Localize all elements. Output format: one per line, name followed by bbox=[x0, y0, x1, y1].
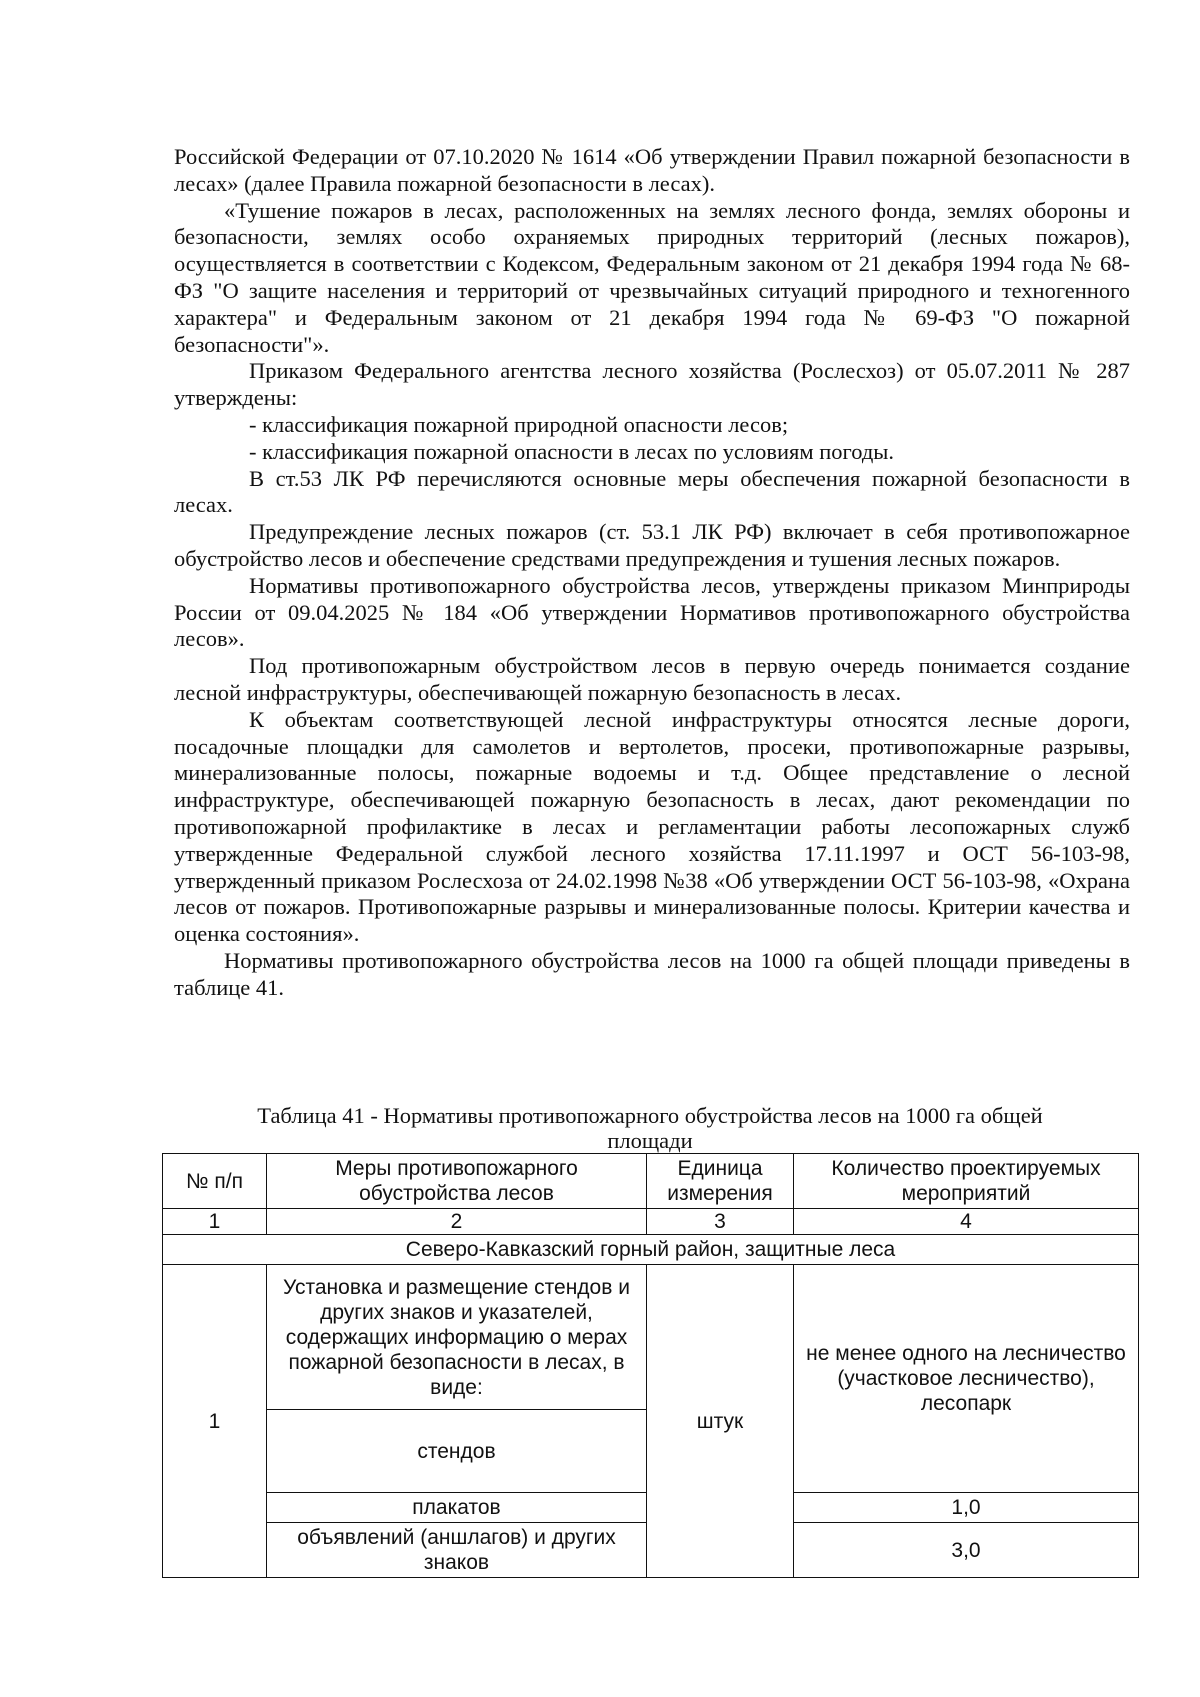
paragraph-article-53-1: Предупреждение лесных пожаров (ст. 53.1 ЛК РФ) включает в себя противопожарное обустройство лесов и обеспечение средствами предупреждения и тушения лесных пожаров. bbox=[174, 519, 1130, 571]
row-quantity: не менее одного на лесничество (участковое лесничество), лесопарк bbox=[794, 1265, 1139, 1493]
paragraph-table-reference: Нормативы противопожарного обустройства лесов на 1000 га общей площади приведены в таблице 41. bbox=[174, 947, 1130, 1000]
column-number-1: 1 bbox=[163, 1209, 267, 1235]
paragraph-rules-reference: Российской Федерации от 07.10.2020 № 1614 «Об утверждении Правил пожарной безопасности в лесах» (далее Правила пожарной безопасности в лесах). bbox=[174, 144, 1130, 196]
sub-item-announcements-quantity: 3,0 bbox=[794, 1523, 1139, 1578]
paragraph-fire-extinguishing-quote: «Тушение пожаров в лесах, расположенных на землях лесного фонда, землях обороны и безопасности, землях особо охраняемых природных территорий (лесных пожаров), осуществляется в соответствии с Кодексом, Федеральным законом от 21 декабря 1994 года № 68-ФЗ "О защите населения и территорий от чрезвычайных ситуаций природного и техногенного характера" и Федеральным законом от 21 декабря 1994 года № 69-ФЗ "О пожарной безопасности"». bbox=[174, 197, 1130, 357]
header-unit: Единица измерения bbox=[647, 1154, 794, 1209]
table-row bbox=[163, 1265, 1139, 1410]
section-row bbox=[163, 1235, 1139, 1265]
column-number-2: 2 bbox=[267, 1209, 647, 1235]
norms-table bbox=[162, 1153, 1139, 1578]
header-number: № п/п bbox=[163, 1154, 267, 1209]
column-number-3: 3 bbox=[647, 1209, 794, 1235]
row-number: 1 bbox=[163, 1265, 267, 1578]
table-header-row bbox=[163, 1154, 1139, 1209]
list-item-natural-hazard-classification: - классификация пожарной природной опасности лесов; bbox=[249, 411, 789, 437]
sub-item-stands: стендов bbox=[267, 1410, 647, 1493]
paragraph-minprirody-order: Нормативы противопожарного обустройства лесов, утверждены приказом Минприроды России от 09.04.2025 № 184 «Об утверждении Нормативов противопожарного обустройства лесов». bbox=[174, 572, 1130, 652]
section-title: Северо-Кавказский горный район, защитные леса bbox=[163, 1235, 1139, 1265]
paragraph-rosleskhoz-order: Приказом Федерального агентства лесного хозяйства (Рослесхоз) от 05.07.2011 № 287 утверждены: bbox=[174, 358, 1130, 411]
row-measure-description: Установка и размещение стендов и других знаков и указателей, содержащих информацию о мерах пожарной безопасности в лесах, в виде: bbox=[267, 1265, 647, 1410]
sub-item-posters-quantity: 1,0 bbox=[794, 1493, 1139, 1523]
table-caption: Таблица 41 - Нормативы противопожарного обустройства лесов на 1000 га общей площади bbox=[257, 1103, 1043, 1153]
body-text bbox=[174, 144, 1130, 1002]
column-number-4: 4 bbox=[794, 1209, 1139, 1235]
header-quantity: Количество проектируемых мероприятий bbox=[794, 1154, 1139, 1209]
column-number-row bbox=[163, 1209, 1139, 1235]
row-unit: штук bbox=[647, 1265, 794, 1578]
sub-item-announcements: объявлений (аншлагов) и других знаков bbox=[267, 1523, 647, 1578]
norms-table-container bbox=[162, 1153, 1139, 1578]
paragraph-infrastructure-objects: К объектам соответствующей лесной инфраструктуры относятся лесные дороги, посадочные площадки для самолетов и вертолетов, просеки, противопожарные разрывы, минерализованные полосы, пожарные водоемы и т.д. Общее представление о лесной инфраструктуре, обеспечивающей пожарную безопасность в лесах, дают рекомендации по противопожарной профилактике в лесах и регламентации работы лесопожарных служб утвержденные Федеральной службой лесного хозяйства 17.11.1997 и ОСТ 56-103-98, утвержденный приказом Рослесхоза от 24.02.1998 №38 «Об утверждении ОСТ 56-103-98, «Охрана лесов от пожаров. Противопожарные разрывы и минерализованные полосы. Критерии качества и оценка состояния». bbox=[174, 706, 1130, 947]
sub-item-posters: плакатов bbox=[267, 1493, 647, 1523]
list-item-weather-hazard-classification: - классификация пожарной опасности в лесах по условиям погоды. bbox=[249, 438, 895, 464]
header-measures: Меры противопожарного обустройства лесов bbox=[267, 1154, 647, 1209]
paragraph-forest-infrastructure: Под противопожарным обустройством лесов в первую очередь понимается создание лесной инфраструктуры, обеспечивающей пожарную безопасность в лесах. bbox=[174, 653, 1130, 705]
paragraph-article-53: В ст.53 ЛК РФ перечисляются основные меры обеспечения пожарной безопасности в лесах. bbox=[174, 465, 1130, 518]
